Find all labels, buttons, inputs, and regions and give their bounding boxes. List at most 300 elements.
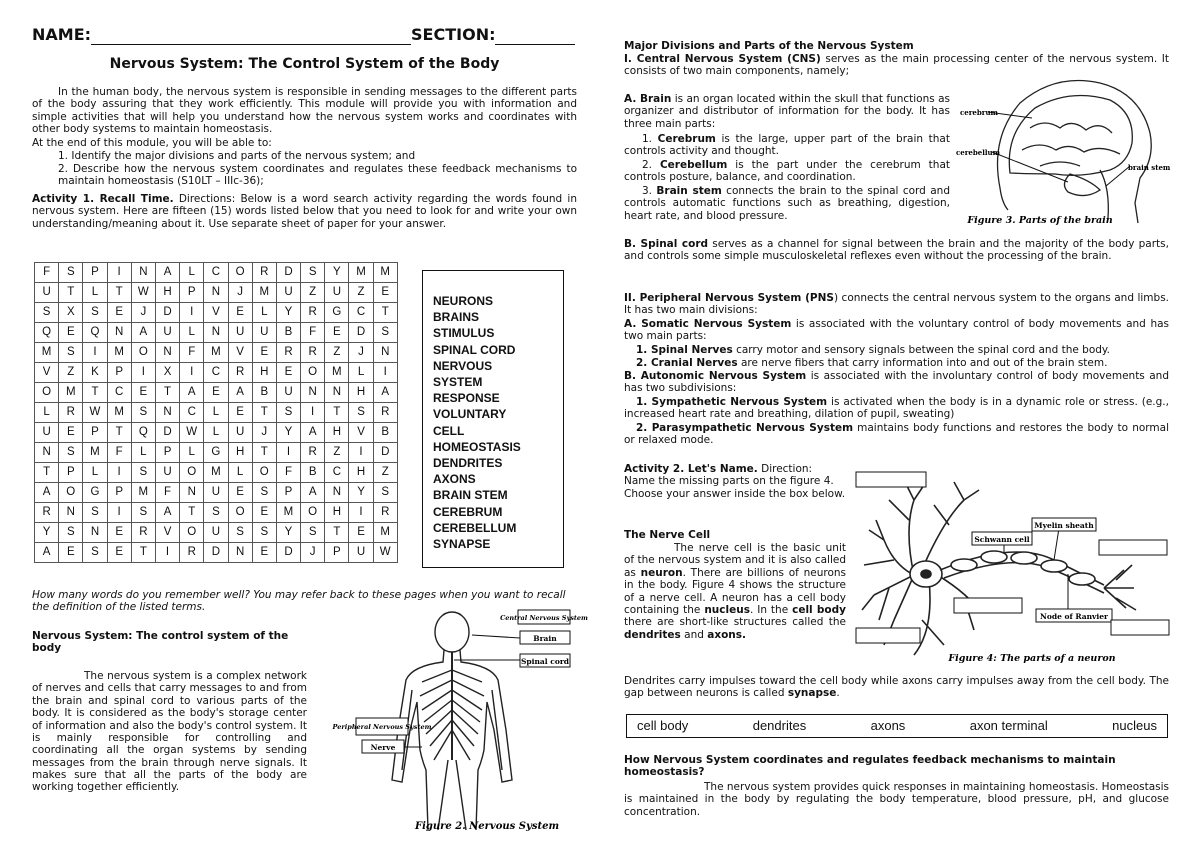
- name-blank[interactable]: [91, 29, 411, 45]
- grid-cell[interactable]: U: [349, 543, 373, 563]
- grid-cell[interactable]: E: [204, 383, 228, 403]
- word-list-item: BRAIN STEM: [433, 488, 508, 503]
- grid-row: [35, 283, 398, 303]
- activity1-title: Activity 1. Recall Time.: [32, 193, 174, 205]
- grid-cell[interactable]: R: [301, 443, 325, 463]
- grid-cell[interactable]: N: [204, 323, 228, 343]
- grid-cell[interactable]: O: [252, 463, 276, 483]
- grid-cell[interactable]: C: [325, 463, 349, 483]
- grid-cell[interactable]: A: [35, 483, 59, 503]
- grid-cell[interactable]: E: [349, 523, 373, 543]
- grid-cell[interactable]: B: [252, 383, 276, 403]
- grid-cell[interactable]: W: [373, 543, 397, 563]
- answer-box-1[interactable]: [856, 472, 926, 487]
- grid-cell[interactable]: Y: [276, 303, 300, 323]
- grid-cell[interactable]: I: [276, 443, 300, 463]
- grid-cell[interactable]: U: [252, 323, 276, 343]
- nerve-cell-text-4: there are short-like structures called the: [624, 616, 846, 629]
- grid-cell[interactable]: E: [228, 303, 252, 323]
- grid-cell[interactable]: Z: [325, 443, 349, 463]
- grid-cell[interactable]: Z: [325, 343, 349, 363]
- grid-cell[interactable]: D: [349, 323, 373, 343]
- answer-box-3[interactable]: [856, 628, 920, 643]
- grid-cell[interactable]: H: [325, 503, 349, 523]
- spinal-cord-figure-label: Spinal cord: [520, 657, 570, 666]
- grid-cell[interactable]: E: [228, 483, 252, 503]
- cerebrum-number: 1.: [642, 133, 658, 145]
- grid-cell[interactable]: N: [155, 403, 179, 423]
- figure2-caption: Figure 2. Nervous System: [414, 821, 560, 832]
- grid-cell[interactable]: B: [373, 423, 397, 443]
- grid-cell[interactable]: G: [325, 303, 349, 323]
- spinal-cord-text: serves as a channel for signal between the brain and the majority of the body parts, and controls some simple musculoskeletal reflexes even without the processing of the brain.: [624, 238, 1169, 263]
- grid-cell[interactable]: I: [180, 363, 204, 383]
- grid-cell[interactable]: S: [83, 543, 107, 563]
- grid-cell[interactable]: I: [349, 443, 373, 463]
- neuron-figure: [854, 470, 1169, 670]
- nerve-figure-label: Nerve: [370, 743, 396, 752]
- grid-cell[interactable]: Z: [59, 363, 83, 383]
- grid-cell[interactable]: D: [373, 443, 397, 463]
- grid-cell[interactable]: E: [59, 323, 83, 343]
- grid-cell[interactable]: L: [180, 263, 204, 283]
- grid-cell[interactable]: S: [301, 263, 325, 283]
- grid-cell[interactable]: P: [83, 423, 107, 443]
- grid-cell[interactable]: X: [155, 363, 179, 383]
- grid-cell[interactable]: M: [107, 343, 131, 363]
- grid-cell[interactable]: G: [83, 483, 107, 503]
- control-paragraph: The nervous system is a complex network of nerves and cells that carry messages to and from the brain and spinal cord to various parts of the body. It is considered as the body's storage center of information and also the body's control system. It is mainly responsible for controlling and coordinating all the organ systems by sending messages from the brain through nerve signals. It makes sure that all the parts of the body are working together efficiently.: [32, 670, 307, 794]
- grid-cell[interactable]: A: [35, 543, 59, 563]
- figure3-caption: Figure 3. Parts of the brain: [967, 215, 1113, 226]
- grid-cell[interactable]: U: [228, 423, 252, 443]
- grid-cell[interactable]: S: [59, 263, 83, 283]
- grid-cell[interactable]: U: [35, 283, 59, 303]
- cerebrum-title: Cerebrum: [657, 133, 716, 145]
- grid-cell[interactable]: I: [131, 363, 155, 383]
- grid-cell[interactable]: H: [252, 363, 276, 383]
- grid-row: [35, 323, 398, 343]
- grid-cell[interactable]: O: [228, 503, 252, 523]
- grid-cell[interactable]: I: [107, 503, 131, 523]
- grid-cell[interactable]: L: [83, 463, 107, 483]
- grid-cell[interactable]: L: [180, 443, 204, 463]
- grid-cell[interactable]: H: [155, 283, 179, 303]
- grid-cell[interactable]: S: [373, 483, 397, 503]
- grid-cell[interactable]: O: [131, 343, 155, 363]
- grid-cell[interactable]: R: [276, 343, 300, 363]
- grid-cell[interactable]: S: [83, 503, 107, 523]
- grid-cell[interactable]: W: [131, 283, 155, 303]
- activity1-text: Directions: Below is a word search activity regarding the words found in nervous system. Here are fifteen (15) words listed below that you need to look for and write your own understanding/meaning about it. Use separate sheet of paper for your answer.: [32, 193, 577, 230]
- grid-cell[interactable]: E: [252, 343, 276, 363]
- grid-cell[interactable]: E: [59, 423, 83, 443]
- grid-cell[interactable]: A: [373, 383, 397, 403]
- grid-cell[interactable]: D: [155, 303, 179, 323]
- somatic-paragraph: [624, 318, 1169, 343]
- grid-cell[interactable]: P: [107, 483, 131, 503]
- grid-cell[interactable]: D: [276, 263, 300, 283]
- grid-cell[interactable]: V: [349, 423, 373, 443]
- grid-cell[interactable]: N: [228, 543, 252, 563]
- grid-cell[interactable]: W: [180, 423, 204, 443]
- brain-stem-text: connects the brain to the spinal cord and controls automatic functions such as breathing, digestion, heart rate, and blood pressure.: [624, 185, 950, 222]
- grid-cell[interactable]: L: [131, 443, 155, 463]
- autonomic-title: B. Autonomic Nervous System: [624, 370, 807, 382]
- grid-cell[interactable]: Z: [349, 283, 373, 303]
- parasympathetic-paragraph: [624, 422, 1169, 447]
- grid-cell[interactable]: M: [373, 263, 397, 283]
- grid-cell[interactable]: A: [228, 383, 252, 403]
- grid-cell[interactable]: R: [373, 403, 397, 423]
- grid-cell[interactable]: V: [35, 363, 59, 383]
- grid-cell[interactable]: L: [228, 463, 252, 483]
- grid-cell[interactable]: Y: [349, 483, 373, 503]
- grid-cell[interactable]: M: [204, 463, 228, 483]
- grid-cell[interactable]: S: [59, 343, 83, 363]
- grid-cell[interactable]: S: [252, 523, 276, 543]
- word-search-grid[interactable]: [34, 262, 398, 563]
- grid-cell[interactable]: S: [228, 523, 252, 543]
- cranial-nerves-paragraph: [636, 357, 1169, 369]
- grid-cell[interactable]: E: [373, 283, 397, 303]
- grid-cell[interactable]: O: [180, 523, 204, 543]
- grid-cell[interactable]: M: [59, 383, 83, 403]
- grid-cell[interactable]: E: [276, 363, 300, 383]
- activity2-paragraph: [624, 463, 846, 500]
- grid-cell[interactable]: R: [301, 303, 325, 323]
- grid-cell[interactable]: T: [131, 543, 155, 563]
- spinal-nerves-text: carry motor and sensory signals between the spinal cord and the body.: [732, 344, 1110, 356]
- grid-cell[interactable]: U: [204, 523, 228, 543]
- grid-cell[interactable]: H: [349, 383, 373, 403]
- grid-cell[interactable]: O: [228, 263, 252, 283]
- grid-cell[interactable]: O: [301, 363, 325, 383]
- grid-cell[interactable]: U: [276, 383, 300, 403]
- grid-cell[interactable]: N: [301, 383, 325, 403]
- grid-cell[interactable]: U: [155, 463, 179, 483]
- grid-cell[interactable]: B: [276, 323, 300, 343]
- node-of-ranvier-label: Node of Ranvier: [1040, 612, 1108, 621]
- section-blank[interactable]: [495, 29, 575, 45]
- grid-cell[interactable]: L: [252, 303, 276, 323]
- grid-cell[interactable]: C: [204, 363, 228, 383]
- grid-cell[interactable]: M: [83, 443, 107, 463]
- figure4-caption: Figure 4: The parts of a neuron: [948, 653, 1116, 664]
- grid-row: [35, 523, 398, 543]
- answer-choices-box: [626, 714, 1168, 738]
- grid-cell[interactable]: T: [83, 383, 107, 403]
- grid-cell[interactable]: C: [180, 403, 204, 423]
- grid-cell[interactable]: T: [59, 283, 83, 303]
- grid-cell[interactable]: I: [301, 403, 325, 423]
- brain-figure: [956, 78, 1171, 228]
- grid-cell[interactable]: F: [301, 323, 325, 343]
- grid-cell[interactable]: Y: [35, 523, 59, 543]
- grid-cell[interactable]: M: [107, 403, 131, 423]
- grid-cell[interactable]: N: [131, 263, 155, 283]
- grid-cell[interactable]: I: [180, 303, 204, 323]
- grid-cell[interactable]: V: [228, 343, 252, 363]
- sympathetic-paragraph: [624, 396, 1169, 421]
- nerve-cell-text-2: . There are billions of neurons in the body. Figure 4 shows the structure of a nerve cell. A neuron has a cell body containing the: [624, 566, 846, 616]
- brain-text: is an organ located within the skull that functions as organizer and distributor of information for the body. It has three main parts:: [624, 93, 950, 130]
- grid-cell[interactable]: H: [349, 463, 373, 483]
- grid-cell[interactable]: P: [180, 283, 204, 303]
- grid-cell[interactable]: M: [276, 503, 300, 523]
- brain-title: A. Brain: [624, 93, 672, 105]
- grid-cell[interactable]: A: [155, 503, 179, 523]
- grid-cell[interactable]: N: [59, 503, 83, 523]
- grid-cell[interactable]: F: [107, 443, 131, 463]
- nerve-cell-paragraph-end: [624, 675, 1169, 700]
- grid-cell[interactable]: E: [252, 503, 276, 523]
- grid-cell[interactable]: O: [301, 503, 325, 523]
- grid-cell[interactable]: L: [204, 403, 228, 423]
- objectives-intro: At the end of this module, you will be able to:: [32, 137, 272, 149]
- grid-cell[interactable]: S: [204, 503, 228, 523]
- grid-cell[interactable]: M: [252, 283, 276, 303]
- grid-cell[interactable]: B: [301, 463, 325, 483]
- grid-cell[interactable]: C: [107, 383, 131, 403]
- grid-cell[interactable]: S: [131, 463, 155, 483]
- grid-cell[interactable]: T: [325, 403, 349, 423]
- grid-cell[interactable]: A: [301, 483, 325, 503]
- grid-cell[interactable]: P: [83, 263, 107, 283]
- grid-cell[interactable]: D: [204, 543, 228, 563]
- grid-cell[interactable]: R: [373, 503, 397, 523]
- grid-cell[interactable]: I: [107, 263, 131, 283]
- grid-cell[interactable]: N: [35, 443, 59, 463]
- grid-cell[interactable]: Y: [325, 263, 349, 283]
- grid-cell[interactable]: Z: [373, 463, 397, 483]
- homeostasis-paragraph: The nervous system provides quick responses in maintaining homeostasis. Homeostasis is maintained in the body by regulating the body temperature, blood pressure, pH, and glucose concentration.: [624, 781, 1169, 818]
- grid-cell[interactable]: R: [228, 363, 252, 383]
- brain-figure-label: Brain: [533, 634, 557, 643]
- grid-cell[interactable]: U: [155, 323, 179, 343]
- answer-choice: dendrites: [752, 718, 807, 734]
- sympathetic-text: is activated when the body is in a dynamic role or stress. (e.g., increased heart rate and breathing, dilation of pupil, sweating): [624, 396, 1169, 421]
- grid-cell[interactable]: C: [204, 263, 228, 283]
- grid-cell[interactable]: S: [252, 483, 276, 503]
- cell-body-term: cell body: [792, 603, 846, 616]
- grid-cell[interactable]: R: [252, 263, 276, 283]
- grid-cell[interactable]: S: [276, 403, 300, 423]
- word-list-item: HOMEOSTASIS: [433, 439, 521, 454]
- word-list-item: NEURONS: [433, 294, 494, 308]
- pns-figure-label: Peripheral Nervous System: [332, 723, 432, 731]
- grid-cell[interactable]: P: [107, 363, 131, 383]
- grid-cell[interactable]: L: [204, 423, 228, 443]
- grid-cell[interactable]: T: [180, 503, 204, 523]
- grid-cell[interactable]: N: [325, 483, 349, 503]
- grid-cell[interactable]: K: [83, 363, 107, 383]
- grid-cell[interactable]: J: [131, 303, 155, 323]
- major-divisions-heading: Major Divisions and Parts of the Nervous System: [624, 40, 914, 52]
- grid-cell[interactable]: U: [35, 423, 59, 443]
- head-profile-icon: [998, 81, 1152, 224]
- control-heading: Nervous System: The control system of the body: [32, 630, 289, 655]
- grid-cell[interactable]: S: [349, 403, 373, 423]
- grid-cell[interactable]: M: [325, 363, 349, 383]
- activity2-text: Direction: Name the missing parts on the figure 4. Choose your answer inside the box below.: [624, 463, 846, 500]
- grid-cell[interactable]: M: [349, 263, 373, 283]
- grid-cell[interactable]: N: [325, 383, 349, 403]
- brain-stem-figure-label: brain stem: [1128, 163, 1171, 172]
- grid-cell[interactable]: S: [301, 523, 325, 543]
- grid-cell[interactable]: N: [373, 343, 397, 363]
- grid-cell[interactable]: F: [180, 343, 204, 363]
- grid-cell[interactable]: T: [252, 443, 276, 463]
- word-list-item: VOLUNTARY: [433, 407, 507, 422]
- word-list-item: SPINAL CORD: [433, 342, 516, 357]
- grid-cell[interactable]: T: [107, 283, 131, 303]
- activity2-title: Activity 2. Let's Name.: [624, 463, 758, 475]
- grid-cell[interactable]: U: [325, 283, 349, 303]
- cerebrum-paragraph: [624, 133, 950, 158]
- grid-cell[interactable]: I: [155, 543, 179, 563]
- grid-cell[interactable]: J: [252, 423, 276, 443]
- grid-cell[interactable]: I: [349, 503, 373, 523]
- grid-cell[interactable]: Q: [83, 323, 107, 343]
- grid-cell[interactable]: J: [228, 283, 252, 303]
- grid-cell[interactable]: L: [180, 323, 204, 343]
- grid-cell[interactable]: P: [59, 463, 83, 483]
- grid-cell[interactable]: I: [83, 343, 107, 363]
- grid-cell[interactable]: R: [180, 543, 204, 563]
- grid-cell[interactable]: Z: [301, 283, 325, 303]
- answer-box-5[interactable]: [1111, 620, 1169, 635]
- grid-cell[interactable]: N: [180, 483, 204, 503]
- grid-cell[interactable]: Q: [131, 423, 155, 443]
- grid-cell[interactable]: X: [59, 303, 83, 323]
- grid-row: [35, 463, 398, 483]
- grid-cell[interactable]: M: [373, 523, 397, 543]
- grid-cell[interactable]: R: [131, 523, 155, 543]
- cerebellum-figure-label: cerebellum: [956, 148, 1001, 157]
- grid-cell[interactable]: F: [276, 463, 300, 483]
- grid-cell[interactable]: U: [204, 483, 228, 503]
- grid-cell[interactable]: J: [349, 343, 373, 363]
- grid-cell[interactable]: C: [349, 303, 373, 323]
- grid-cell[interactable]: E: [228, 403, 252, 423]
- grid-cell[interactable]: T: [35, 463, 59, 483]
- grid-cell[interactable]: T: [252, 403, 276, 423]
- grid-cell[interactable]: A: [131, 323, 155, 343]
- grid-cell[interactable]: E: [252, 543, 276, 563]
- grid-cell[interactable]: T: [325, 523, 349, 543]
- grid-cell[interactable]: O: [35, 383, 59, 403]
- grid-cell[interactable]: A: [301, 423, 325, 443]
- grid-cell[interactable]: P: [325, 543, 349, 563]
- answer-choice: axon terminal: [969, 718, 1048, 734]
- grid-cell[interactable]: D: [155, 423, 179, 443]
- nerve-cell-text-6: Dendrites carry impulses toward the cell body while axons carry impulses away from the cell body. The gap between neurons is called: [624, 675, 1169, 700]
- grid-cell[interactable]: W: [83, 403, 107, 423]
- grid-cell[interactable]: R: [301, 343, 325, 363]
- somatic-title: A. Somatic Nervous System: [624, 318, 792, 330]
- name-section-header: [32, 26, 577, 45]
- grid-cell[interactable]: H: [325, 423, 349, 443]
- grid-cell[interactable]: Q: [35, 323, 59, 343]
- grid-cell[interactable]: P: [155, 443, 179, 463]
- grid-cell[interactable]: Y: [276, 423, 300, 443]
- word-list-item: CEREBELLUM: [433, 520, 517, 535]
- grid-cell[interactable]: N: [83, 523, 107, 543]
- brain-stem-number: 3.: [642, 185, 657, 197]
- grid-cell[interactable]: I: [107, 463, 131, 483]
- grid-cell[interactable]: E: [131, 383, 155, 403]
- grid-cell[interactable]: R: [59, 403, 83, 423]
- grid-cell[interactable]: D: [276, 543, 300, 563]
- grid-cell[interactable]: M: [204, 343, 228, 363]
- nerve-cell-text-5: and: [680, 628, 708, 641]
- grid-cell[interactable]: L: [35, 403, 59, 423]
- answer-box-2[interactable]: [1099, 540, 1167, 555]
- grid-cell[interactable]: E: [107, 543, 131, 563]
- grid-cell[interactable]: H: [228, 443, 252, 463]
- nerve-cell-heading: The Nerve Cell: [624, 529, 711, 541]
- answer-box-4[interactable]: [954, 598, 1022, 613]
- grid-cell[interactable]: N: [204, 283, 228, 303]
- grid-cell[interactable]: I: [373, 363, 397, 383]
- grid-cell[interactable]: S: [373, 323, 397, 343]
- grid-cell[interactable]: E: [325, 323, 349, 343]
- grid-cell[interactable]: N: [107, 323, 131, 343]
- grid-cell[interactable]: T: [373, 303, 397, 323]
- grid-row: [35, 503, 398, 523]
- word-list-item: RESPONSE: [433, 391, 500, 406]
- grid-cell[interactable]: O: [180, 463, 204, 483]
- grid-cell[interactable]: E: [107, 303, 131, 323]
- grid-cell[interactable]: L: [349, 363, 373, 383]
- grid-cell[interactable]: N: [155, 343, 179, 363]
- grid-cell[interactable]: O: [59, 483, 83, 503]
- grid-cell[interactable]: L: [83, 283, 107, 303]
- grid-row: [35, 423, 398, 443]
- grid-cell[interactable]: F: [155, 483, 179, 503]
- brain-stem-paragraph: [624, 185, 950, 222]
- brain-stem-title: Brain stem: [656, 185, 722, 197]
- grid-cell[interactable]: A: [155, 263, 179, 283]
- grid-cell[interactable]: V: [155, 523, 179, 543]
- grid-cell[interactable]: P: [276, 483, 300, 503]
- word-list-item: DENDRITES: [433, 456, 503, 471]
- grid-cell[interactable]: S: [59, 523, 83, 543]
- grid-cell[interactable]: E: [107, 523, 131, 543]
- grid-row: [35, 403, 398, 423]
- grid-cell[interactable]: S: [35, 303, 59, 323]
- grid-cell[interactable]: M: [35, 343, 59, 363]
- grid-cell[interactable]: T: [107, 423, 131, 443]
- grid-cell[interactable]: S: [59, 443, 83, 463]
- grid-cell[interactable]: Y: [276, 523, 300, 543]
- grid-cell[interactable]: E: [59, 543, 83, 563]
- grid-cell[interactable]: M: [131, 483, 155, 503]
- grid-cell[interactable]: J: [301, 543, 325, 563]
- grid-cell[interactable]: T: [155, 383, 179, 403]
- grid-cell[interactable]: F: [35, 263, 59, 283]
- grid-cell[interactable]: U: [228, 323, 252, 343]
- grid-cell[interactable]: U: [276, 283, 300, 303]
- grid-cell[interactable]: A: [180, 383, 204, 403]
- grid-cell[interactable]: R: [35, 503, 59, 523]
- grid-cell[interactable]: G: [204, 443, 228, 463]
- grid-cell[interactable]: S: [131, 403, 155, 423]
- grid-cell[interactable]: V: [204, 303, 228, 323]
- grid-cell[interactable]: S: [131, 503, 155, 523]
- grid-cell[interactable]: S: [83, 303, 107, 323]
